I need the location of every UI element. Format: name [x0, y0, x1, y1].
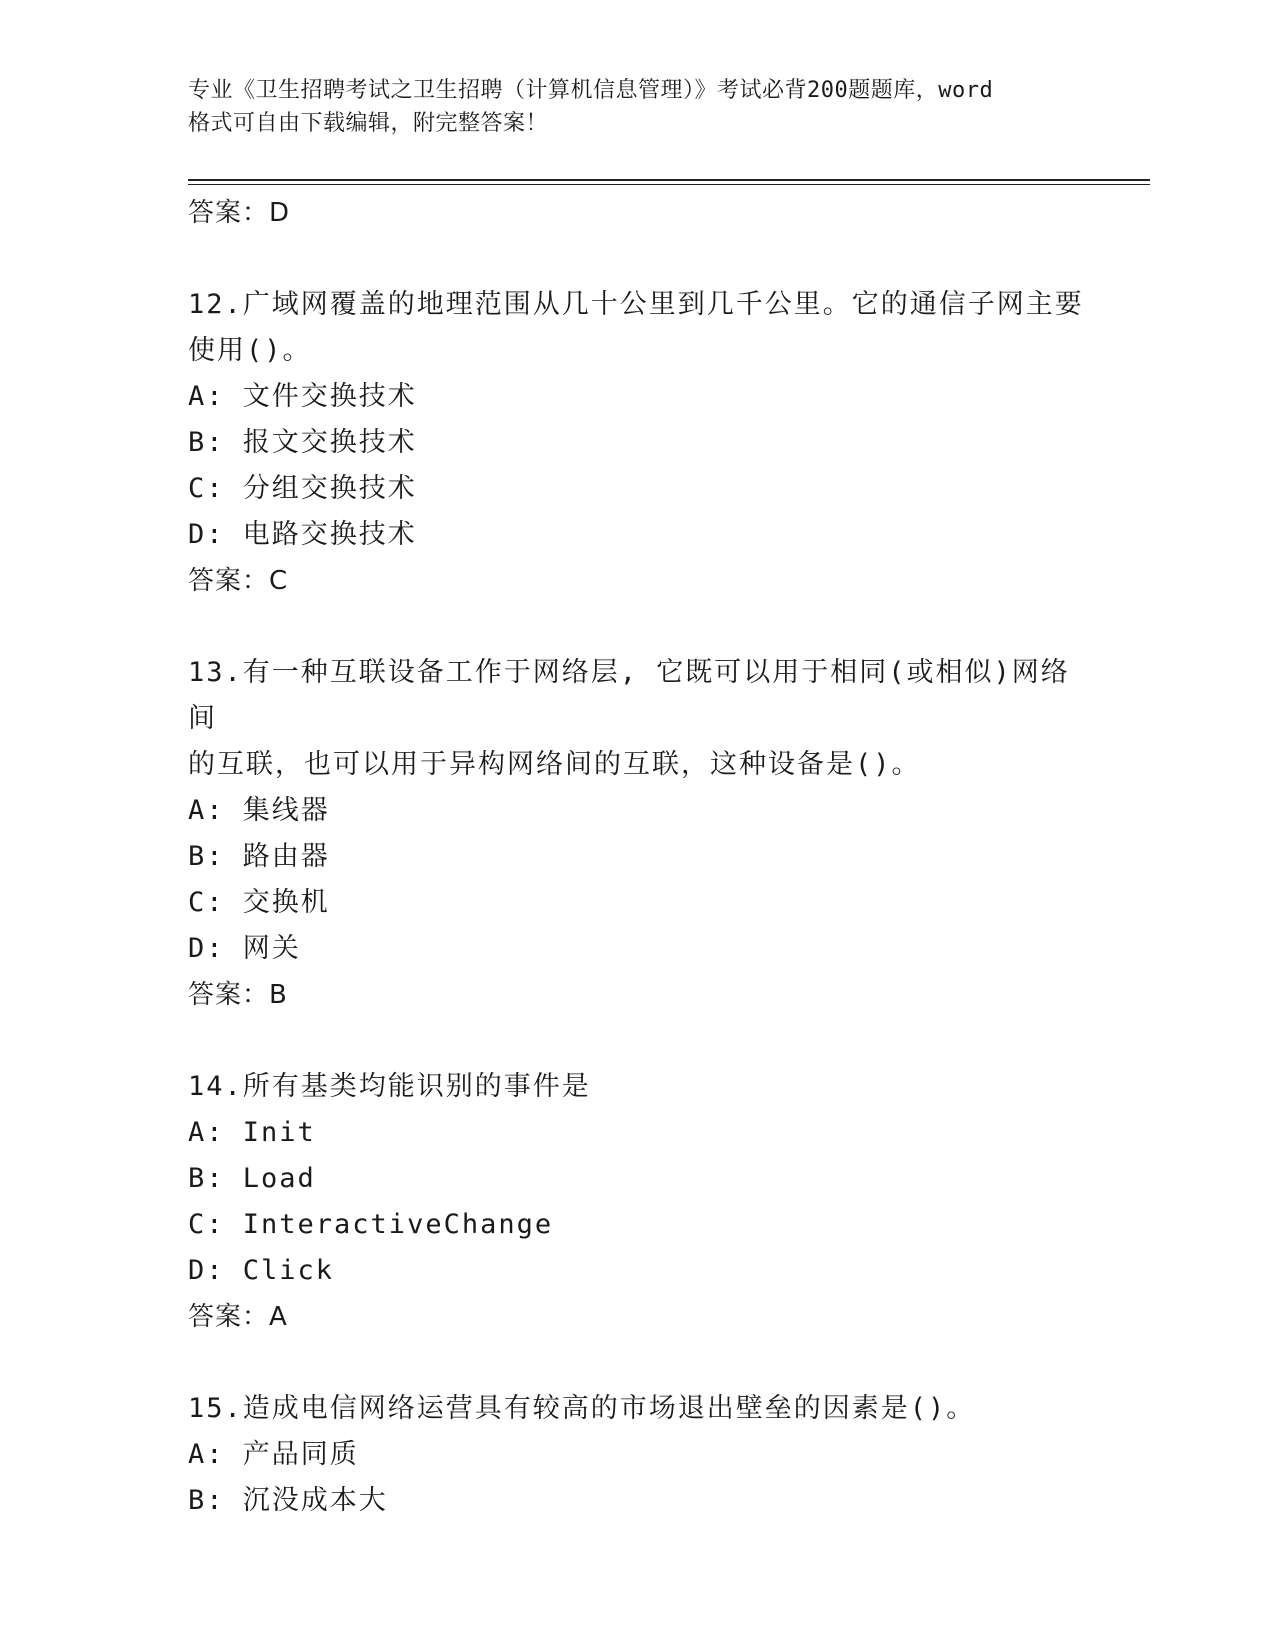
option-a: A: 文件交换技术 — [188, 381, 417, 412]
answer-line: 答案：B — [188, 980, 288, 1010]
header-line-2: 格式可自由下载编辑，附完整答案！ — [188, 111, 549, 136]
document-header — [188, 74, 1088, 140]
question-stem: 13.有一种互联设备工作于网络层, 它既可以用于相同(或相似)网络间 — [188, 657, 1070, 734]
option-b: B: Load — [188, 1163, 316, 1194]
option-a: A: 集线器 — [188, 795, 330, 826]
question-stem: 14.所有基类均能识别的事件是 — [188, 1071, 591, 1102]
header-divider-thick — [188, 179, 1150, 181]
question-stem: 12.广域网覆盖的地理范围从几十公里到几千公里。它的通信子网主要 — [188, 289, 1084, 320]
option-d: D: 电路交换技术 — [188, 519, 417, 550]
header-divider-thin — [188, 184, 1150, 185]
question-12 — [188, 282, 1088, 604]
answer-line: 答案：A — [188, 1302, 288, 1332]
option-a: A: 产品同质 — [188, 1439, 359, 1470]
answer-line: 答案：C — [188, 566, 289, 596]
question-14 — [188, 1064, 1088, 1340]
question-13 — [188, 650, 1088, 1018]
option-b: B: 沉没成本大 — [188, 1485, 388, 1516]
question-stem-continued: 的互联，也可以用于异构网络间的互联，这种设备是()。 — [188, 749, 921, 780]
question-15 — [188, 1386, 1088, 1524]
question-list — [188, 190, 1088, 1524]
option-c: C: InteractiveChange — [188, 1209, 554, 1240]
option-b: B: 报文交换技术 — [188, 427, 417, 458]
previous-answer: 答案：D — [188, 198, 291, 228]
option-d: D: 网关 — [188, 933, 301, 964]
option-c: C: 交换机 — [188, 887, 330, 918]
option-b: B: 路由器 — [188, 841, 330, 872]
question-stem: 15.造成电信网络运营具有较高的市场退出壁垒的因素是()。 — [188, 1393, 976, 1424]
option-d: D: Click — [188, 1255, 335, 1286]
option-a: A: Init — [188, 1117, 316, 1148]
header-line-1: 专业《卫生招聘考试之卫生招聘（计算机信息管理）》考试必背200题题库，word — [188, 78, 994, 103]
question-stem-continued: 使用()。 — [188, 335, 312, 366]
option-c: C: 分组交换技术 — [188, 473, 417, 504]
